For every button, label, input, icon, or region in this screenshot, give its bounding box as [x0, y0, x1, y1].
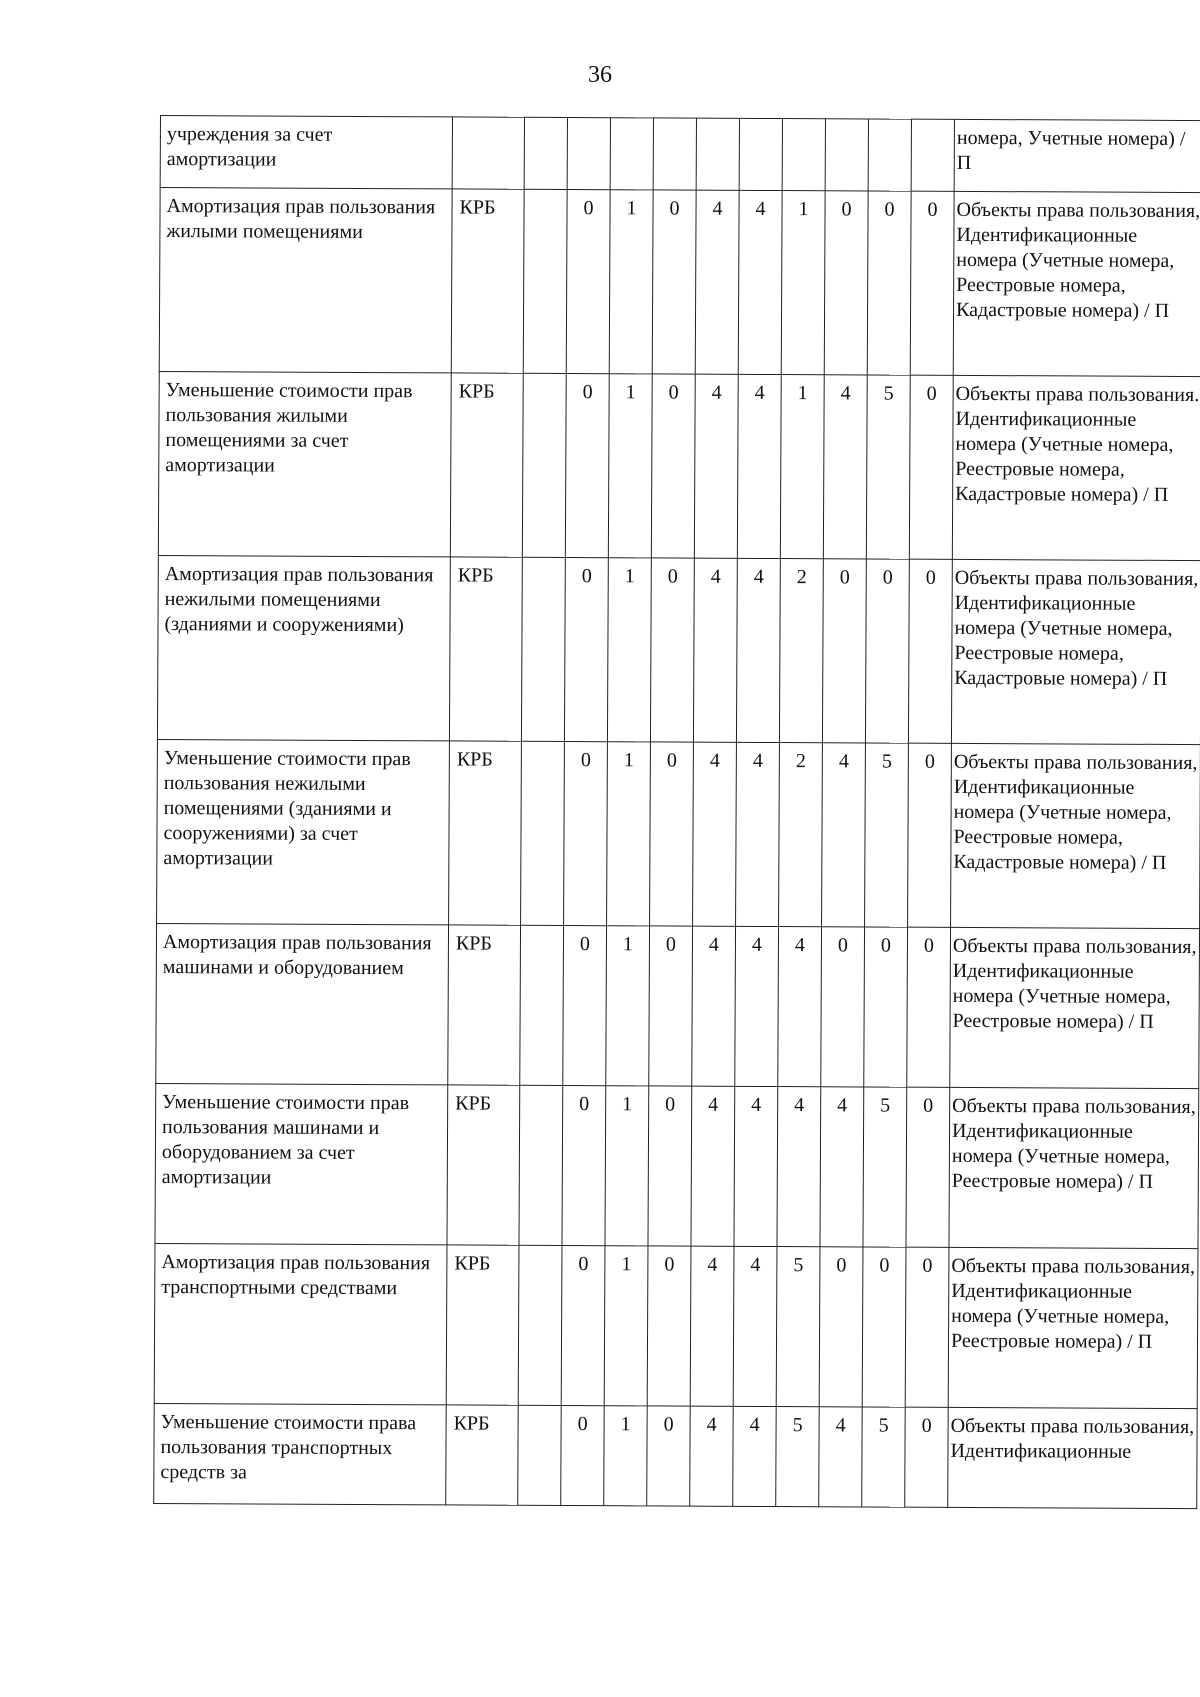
account-digit-cell: 0: [564, 741, 608, 925]
analytics-description-cell: Объекты права пользования, Идентификационные номера (Учетные номера, Реестровые номера) / П: [950, 927, 1200, 1088]
source-code-cell: КРБ: [451, 189, 524, 373]
account-digit-cell: 1: [608, 374, 652, 558]
account-digit-cell: 1: [604, 1406, 647, 1506]
account-digit-cell: 0: [908, 559, 952, 743]
account-digit-cell: 4: [823, 375, 867, 559]
account-digit-cell: 0: [862, 1247, 906, 1407]
account-digit-cell: 0: [867, 191, 911, 375]
account-digit-cell: [519, 1085, 563, 1245]
table-body: [154, 116, 1200, 1509]
account-digit-cell: 0: [822, 559, 866, 743]
table-row: [159, 188, 1200, 377]
account-digit-cell: 5: [862, 1407, 905, 1507]
account-digit-cell: 0: [649, 926, 693, 1086]
account-name-cell: Уменьшение стоимости прав пользования машинами и оборудованием за счет амортизации: [155, 1083, 448, 1244]
account-digit-cell: [521, 557, 565, 741]
account-digit-cell: 1: [780, 375, 824, 559]
account-digit-cell: [523, 189, 567, 373]
account-digit-cell: [911, 119, 954, 191]
account-digit-cell: 4: [736, 558, 780, 742]
account-digit-cell: 4: [822, 743, 866, 927]
account-digit-cell: 0: [564, 557, 608, 741]
account-name-cell: Уменьшение стоимости прав пользования жилыми помещениями за счет амортизации: [158, 371, 451, 556]
account-digit-cell: 4: [693, 742, 737, 926]
account-digit-cell: 0: [821, 927, 865, 1087]
page-number: 36: [588, 62, 612, 88]
account-digit-cell: 2: [779, 743, 823, 927]
account-digit-cell: 4: [693, 558, 737, 742]
analytics-description-cell: Объекты права пользования. Идентификационные номера (Учетные номера, Реестровые номера, Кадастровые номера) / П: [952, 375, 1200, 560]
account-digit-cell: 0: [910, 191, 954, 375]
source-code-cell: КРБ: [450, 373, 523, 557]
table-row: [154, 1243, 1198, 1408]
account-digit-cell: 0: [561, 1405, 604, 1505]
account-digit-cell: 1: [606, 926, 650, 1086]
account-digit-cell: 0: [865, 559, 909, 743]
account-digit-cell: [825, 119, 868, 191]
account-digit-cell: 0: [563, 925, 607, 1085]
account-digit-cell: 4: [819, 1407, 862, 1507]
account-name-cell: Амортизация прав пользования жилыми помещениями: [159, 188, 452, 373]
source-code-cell: КРБ: [449, 557, 522, 741]
account-digit-cell: 0: [905, 1247, 949, 1407]
analytics-description-cell: Объекты права пользования, Идентификационные номера (Учетные номера, Реестровые номера, Кадастровые номера) / П: [951, 743, 1200, 928]
analytics-description-cell: номера, Учетные номера) / П: [954, 119, 1200, 192]
account-digit-cell: 1: [604, 1246, 648, 1406]
source-code-cell: КРБ: [446, 1405, 518, 1505]
account-digit-cell: 0: [864, 927, 908, 1087]
account-name-cell: Амортизация прав пользования транспортными средствами: [154, 1243, 447, 1404]
account-digit-cell: 4: [733, 1246, 777, 1406]
account-digit-cell: [518, 1245, 562, 1405]
analytics-description-cell: Объекты права пользования, Идентификационные номера (Учетные номера, Реестровые номера) / П: [949, 1087, 1199, 1248]
account-digit-cell: [567, 117, 610, 189]
analytics-description-cell: Объекты права пользования, Идентификационные номера (Учетные номера, Реестровые номера) / П: [948, 1247, 1198, 1408]
account-digit-cell: 0: [907, 927, 951, 1087]
account-digit-cell: 5: [866, 375, 910, 559]
table-row: [156, 923, 1200, 1088]
account-digit-cell: 5: [865, 743, 909, 927]
account-digit-cell: 4: [778, 927, 822, 1087]
account-digit-cell: 4: [736, 742, 780, 926]
account-digit-cell: 0: [565, 373, 609, 557]
account-name-cell: Амортизация прав пользования нежилыми помещениями (зданиями и сооружениями): [157, 555, 450, 740]
account-digit-cell: 4: [735, 926, 779, 1086]
account-digit-cell: 5: [776, 1247, 820, 1407]
table-row: [157, 739, 1200, 928]
account-digit-cell: 0: [905, 1407, 948, 1507]
account-digit-cell: 0: [652, 190, 696, 374]
account-digit-cell: 4: [738, 190, 782, 374]
account-digit-cell: 0: [562, 1085, 606, 1245]
analytics-description-cell: Объекты права пользования, Идентификационные: [948, 1407, 1197, 1508]
account-digit-cell: 5: [863, 1087, 907, 1247]
account-digit-cell: 0: [647, 1246, 691, 1406]
account-digit-cell: 4: [690, 1246, 734, 1406]
account-digit-cell: 5: [776, 1407, 819, 1507]
account-digit-cell: 4: [691, 1086, 735, 1246]
account-digit-cell: [696, 118, 739, 190]
account-digit-cell: [653, 118, 696, 190]
table-row: [155, 1083, 1199, 1248]
account-digit-cell: [524, 117, 567, 189]
account-digit-cell: 0: [908, 743, 952, 927]
account-digit-cell: 1: [609, 190, 653, 374]
table-row: [158, 371, 1200, 560]
account-digit-cell: 0: [648, 1086, 692, 1246]
account-digit-cell: 4: [695, 190, 739, 374]
account-digit-cell: 0: [906, 1087, 950, 1247]
source-code-cell: КРБ: [448, 925, 521, 1085]
account-digit-cell: 4: [734, 1086, 778, 1246]
account-digit-cell: [782, 119, 825, 191]
account-digit-cell: 0: [824, 191, 868, 375]
account-digit-cell: 0: [909, 375, 953, 559]
source-code-cell: КРБ: [446, 1245, 519, 1405]
account-digit-cell: 0: [647, 1406, 690, 1506]
account-digit-cell: 1: [605, 1086, 649, 1246]
account-digit-cell: 4: [820, 1087, 864, 1247]
account-name-cell: Уменьшение стоимости прав пользования нежилыми помещениями (зданиями и сооружениями) за счет амортизации: [157, 739, 450, 924]
analytics-description-cell: Объекты права пользования, Идентификационные номера (Учетные номера, Реестровые номера, Кадастровые номера) / П: [953, 191, 1200, 376]
account-digit-cell: 4: [737, 374, 781, 558]
account-digit-cell: 0: [650, 742, 694, 926]
account-digit-cell: 0: [819, 1247, 863, 1407]
account-name-cell: Амортизация прав пользования машинами и оборудованием: [156, 923, 449, 1084]
account-digit-cell: 4: [692, 926, 736, 1086]
account-name-cell: учреждения за счет амортизации: [160, 116, 452, 189]
account-digit-cell: 1: [607, 742, 651, 926]
source-code-cell: КРБ: [449, 741, 522, 925]
account-digit-cell: [610, 118, 653, 190]
account-digit-cell: [518, 1405, 561, 1505]
account-digit-cell: [522, 373, 566, 557]
source-code-cell: КРБ: [447, 1085, 520, 1245]
account-digit-cell: 4: [733, 1406, 776, 1506]
accounts-table: [153, 115, 1200, 1509]
account-name-cell: Уменьшение стоимости права пользования транспортных средств за: [154, 1403, 446, 1504]
account-digit-cell: [520, 925, 564, 1085]
account-digit-cell: 0: [566, 189, 610, 373]
account-digit-cell: 1: [607, 558, 651, 742]
account-digit-cell: 0: [650, 558, 694, 742]
account-digit-cell: 2: [779, 559, 823, 743]
account-digit-cell: 1: [781, 191, 825, 375]
account-digit-cell: 4: [694, 374, 738, 558]
source-code-cell: [452, 117, 524, 189]
account-digit-cell: 4: [777, 1087, 821, 1247]
account-digit-cell: [521, 741, 565, 925]
account-digit-cell: [739, 118, 782, 190]
account-digit-cell: 0: [561, 1245, 605, 1405]
account-digit-cell: [868, 119, 911, 191]
account-digit-cell: 4: [690, 1406, 733, 1506]
table-row: [157, 555, 1200, 744]
table-row: [154, 1403, 1197, 1508]
table-row: [160, 116, 1200, 193]
account-digit-cell: 0: [651, 374, 695, 558]
analytics-description-cell: Объекты права пользования, Идентификационные номера (Учетные номера, Реестровые номера, Кадастровые номера) / П: [951, 559, 1200, 744]
